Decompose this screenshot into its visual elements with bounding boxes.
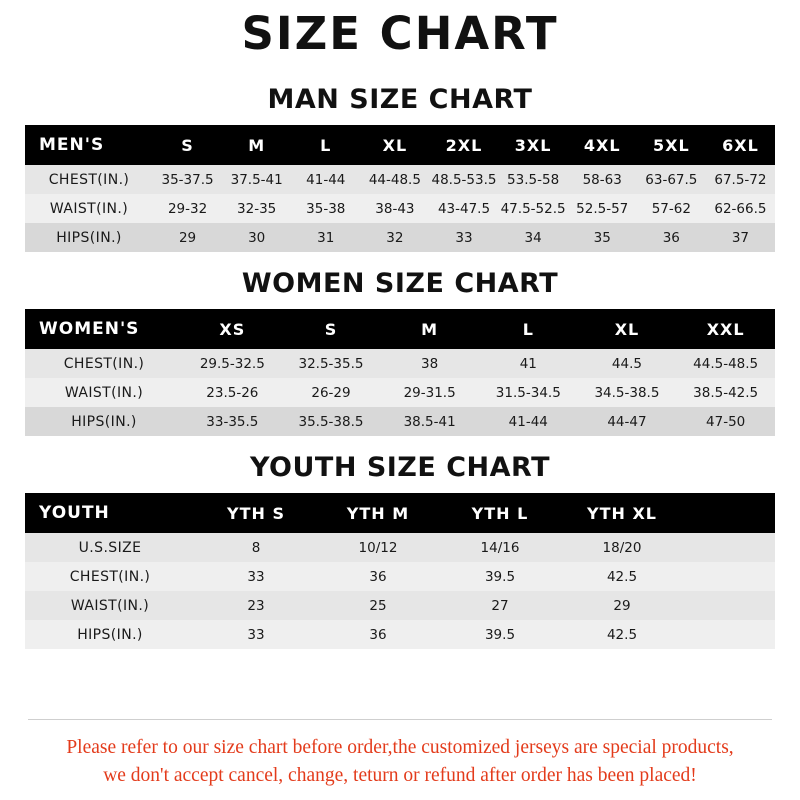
row-label: WAIST(IN.): [25, 194, 153, 223]
cell: 34.5-38.5: [578, 378, 677, 407]
cell: 47-50: [676, 407, 775, 436]
cell: 41: [479, 349, 578, 378]
cell-spacer: [683, 620, 775, 649]
table-row: [25, 349, 775, 378]
table-row: [25, 194, 775, 223]
header-cell-size: S: [153, 125, 222, 165]
table-man: [25, 125, 775, 252]
header-cell-size: 5XL: [637, 125, 706, 165]
cell: 52.5-57: [568, 194, 637, 223]
table-row: [25, 407, 775, 436]
header-cell-size: YTH XL: [561, 493, 683, 533]
cell: 44-47: [578, 407, 677, 436]
cell: 35: [568, 223, 637, 252]
cell: 44.5: [578, 349, 677, 378]
cell: 30: [222, 223, 291, 252]
header-cell-label: MEN'S: [25, 125, 153, 165]
header-cell-label: YOUTH: [25, 493, 195, 533]
header-cell-size: L: [479, 309, 578, 349]
table-row: [25, 165, 775, 194]
cell: 44-48.5: [360, 165, 429, 194]
header-cell-size: 3XL: [499, 125, 568, 165]
header-cell-size: XL: [360, 125, 429, 165]
cell: 36: [317, 620, 439, 649]
cell: 23: [195, 591, 317, 620]
cell: 32-35: [222, 194, 291, 223]
cell: 63-67.5: [637, 165, 706, 194]
cell: 10/12: [317, 533, 439, 562]
row-label: HIPS(IN.): [25, 223, 153, 252]
header-cell-spacer: [683, 493, 775, 533]
footer-divider: [28, 719, 772, 720]
cell: 43-47.5: [429, 194, 498, 223]
cell: 18/20: [561, 533, 683, 562]
cell: 29: [561, 591, 683, 620]
table-header-row: [25, 493, 775, 533]
cell: 33-35.5: [183, 407, 282, 436]
footer-note: [0, 734, 800, 790]
table-row: [25, 591, 775, 620]
cell: 29: [153, 223, 222, 252]
cell: 47.5-52.5: [499, 194, 568, 223]
row-label: CHEST(IN.): [25, 562, 195, 591]
cell: 38.5-41: [380, 407, 479, 436]
cell: 14/16: [439, 533, 561, 562]
header-cell-size: XS: [183, 309, 282, 349]
cell: 39.5: [439, 562, 561, 591]
cell: 62-66.5: [706, 194, 775, 223]
table-youth: [25, 493, 775, 649]
header-cell-size: S: [282, 309, 381, 349]
header-banner: [0, 0, 800, 68]
cell: 38: [380, 349, 479, 378]
cell: 36: [637, 223, 706, 252]
cell: 27: [439, 591, 561, 620]
cell: 39.5: [439, 620, 561, 649]
cell: 35.5-38.5: [282, 407, 381, 436]
cell: 31: [291, 223, 360, 252]
cell: 33: [195, 562, 317, 591]
cell: 36: [317, 562, 439, 591]
cell: 29.5-32.5: [183, 349, 282, 378]
table-women: [25, 309, 775, 436]
footer-note-line1: Please refer to our size chart before order,the customized jerseys are special products,: [66, 737, 734, 758]
cell: 23.5-26: [183, 378, 282, 407]
header-cell-size: YTH M: [317, 493, 439, 533]
table-row: [25, 533, 775, 562]
header-cell-size: 2XL: [429, 125, 498, 165]
row-label: CHEST(IN.): [25, 349, 183, 378]
table-row: [25, 562, 775, 591]
row-label: WAIST(IN.): [25, 591, 195, 620]
cell: 8: [195, 533, 317, 562]
footer-note-line2: we don't accept cancel, change, teturn or refund after order has been placed!: [103, 765, 697, 786]
cell: 53.5-58: [499, 165, 568, 194]
table-row: [25, 378, 775, 407]
header-cell-size: M: [380, 309, 479, 349]
cell: 32.5-35.5: [282, 349, 381, 378]
cell: 58-63: [568, 165, 637, 194]
section-title-women: WOMEN SIZE CHART: [241, 268, 559, 299]
cell: 41-44: [479, 407, 578, 436]
cell: 67.5-72: [706, 165, 775, 194]
page-title: SIZE CHART: [0, 0, 800, 68]
cell: 48.5-53.5: [429, 165, 498, 194]
header-cell-size: M: [222, 125, 291, 165]
section-title-man: MAN SIZE CHART: [267, 84, 533, 115]
cell: 31.5-34.5: [479, 378, 578, 407]
header-cell-size: YTH S: [195, 493, 317, 533]
cell: 44.5-48.5: [676, 349, 775, 378]
row-label: HIPS(IN.): [25, 407, 183, 436]
cell: 25: [317, 591, 439, 620]
table-header-row: [25, 125, 775, 165]
section-title-youth: YOUTH SIZE CHART: [249, 452, 551, 483]
cell: 26-29: [282, 378, 381, 407]
cell: 42.5: [561, 620, 683, 649]
cell: 29-31.5: [380, 378, 479, 407]
table-header-row: [25, 309, 775, 349]
cell: 38-43: [360, 194, 429, 223]
cell: 34: [499, 223, 568, 252]
cell: 37: [706, 223, 775, 252]
row-label: WAIST(IN.): [25, 378, 183, 407]
cell-spacer: [683, 562, 775, 591]
header-cell-size: L: [291, 125, 360, 165]
cell: 57-62: [637, 194, 706, 223]
cell: 41-44: [291, 165, 360, 194]
header-cell-size: 4XL: [568, 125, 637, 165]
table-row: [25, 223, 775, 252]
row-label: CHEST(IN.): [25, 165, 153, 194]
header-cell-size: XXL: [676, 309, 775, 349]
cell: 32: [360, 223, 429, 252]
cell: 35-38: [291, 194, 360, 223]
cell: 38.5-42.5: [676, 378, 775, 407]
row-label: HIPS(IN.): [25, 620, 195, 649]
header-cell-label: WOMEN'S: [25, 309, 183, 349]
header-cell-size: XL: [578, 309, 677, 349]
row-label: U.S.SIZE: [25, 533, 195, 562]
cell: 29-32: [153, 194, 222, 223]
cell: 37.5-41: [222, 165, 291, 194]
table-row: [25, 620, 775, 649]
cell-spacer: [683, 533, 775, 562]
header-cell-size: 6XL: [706, 125, 775, 165]
cell-spacer: [683, 591, 775, 620]
cell: 35-37.5: [153, 165, 222, 194]
cell: 42.5: [561, 562, 683, 591]
cell: 33: [195, 620, 317, 649]
header-cell-size: YTH L: [439, 493, 561, 533]
cell: 33: [429, 223, 498, 252]
